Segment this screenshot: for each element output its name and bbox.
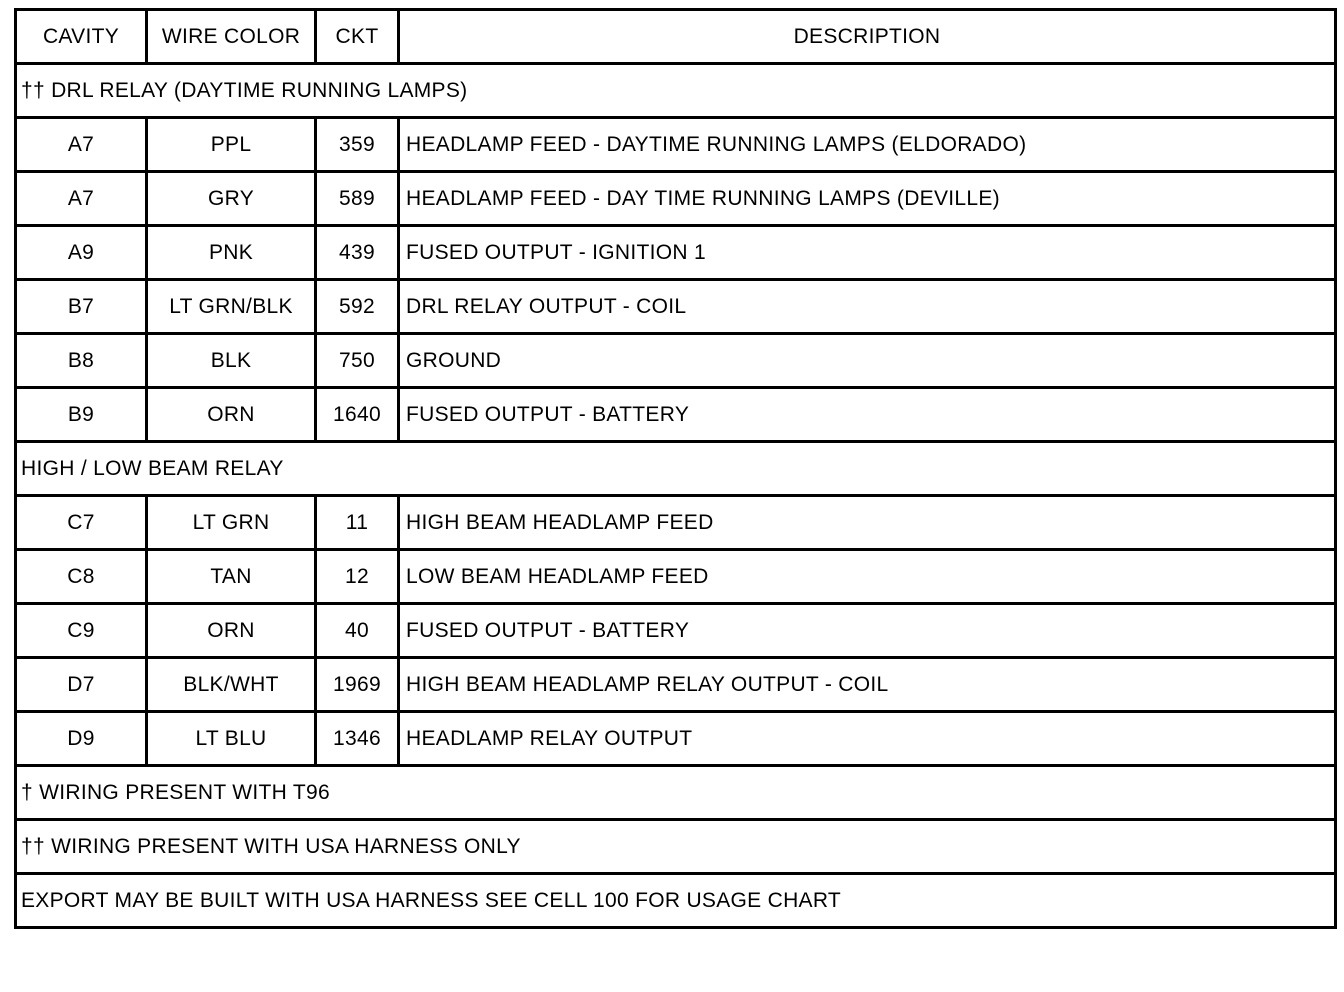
table-row <box>16 118 1336 172</box>
wire-color-cell: BLK <box>147 334 316 388</box>
wire-color-cell: LT GRN/BLK <box>147 280 316 334</box>
description-cell: LOW BEAM HEADLAMP FEED <box>399 550 1336 604</box>
cavity-cell: B9 <box>16 388 147 442</box>
connector-pinout-table <box>14 8 1337 929</box>
table-row <box>16 550 1336 604</box>
ckt-cell: 12 <box>316 550 399 604</box>
table-row <box>16 658 1336 712</box>
table-row <box>16 388 1336 442</box>
section-title: †† DRL RELAY (DAYTIME RUNNING LAMPS) <box>16 64 1336 118</box>
wire-color-cell: ORN <box>147 604 316 658</box>
description-cell: HEADLAMP RELAY OUTPUT <box>399 712 1336 766</box>
note-row <box>16 874 1336 928</box>
note-usa-harness: †† WIRING PRESENT WITH USA HARNESS ONLY <box>16 820 1336 874</box>
wire-color-cell: PNK <box>147 226 316 280</box>
cavity-cell: C9 <box>16 604 147 658</box>
ckt-cell: 1969 <box>316 658 399 712</box>
description-cell: DRL RELAY OUTPUT - COIL <box>399 280 1336 334</box>
ckt-cell: 11 <box>316 496 399 550</box>
section-row-high-low-beam-relay <box>16 442 1336 496</box>
table-row <box>16 712 1336 766</box>
header-ckt: CKT <box>316 10 399 64</box>
table-row <box>16 280 1336 334</box>
description-cell: HEADLAMP FEED - DAY TIME RUNNING LAMPS (DEVILLE) <box>399 172 1336 226</box>
note-t96: † WIRING PRESENT WITH T96 <box>16 766 1336 820</box>
wire-color-cell: BLK/WHT <box>147 658 316 712</box>
ckt-cell: 592 <box>316 280 399 334</box>
table-row <box>16 604 1336 658</box>
section-row-drl-relay <box>16 64 1336 118</box>
cavity-cell: D9 <box>16 712 147 766</box>
note-row <box>16 766 1336 820</box>
header-row <box>16 10 1336 64</box>
wire-color-cell: LT BLU <box>147 712 316 766</box>
description-cell: FUSED OUTPUT - IGNITION 1 <box>399 226 1336 280</box>
cavity-cell: C7 <box>16 496 147 550</box>
cavity-cell: A9 <box>16 226 147 280</box>
ckt-cell: 439 <box>316 226 399 280</box>
header-cavity: CAVITY <box>16 10 147 64</box>
wire-color-cell: PPL <box>147 118 316 172</box>
description-cell: FUSED OUTPUT - BATTERY <box>399 388 1336 442</box>
ckt-cell: 750 <box>316 334 399 388</box>
ckt-cell: 589 <box>316 172 399 226</box>
description-cell: GROUND <box>399 334 1336 388</box>
table-row <box>16 334 1336 388</box>
description-cell: HEADLAMP FEED - DAYTIME RUNNING LAMPS (ELDORADO) <box>399 118 1336 172</box>
description-cell: HIGH BEAM HEADLAMP FEED <box>399 496 1336 550</box>
note-export: EXPORT MAY BE BUILT WITH USA HARNESS SEE CELL 100 FOR USAGE CHART <box>16 874 1336 928</box>
wire-color-cell: ORN <box>147 388 316 442</box>
ckt-cell: 359 <box>316 118 399 172</box>
cavity-cell: C8 <box>16 550 147 604</box>
table-row <box>16 496 1336 550</box>
wire-color-cell: LT GRN <box>147 496 316 550</box>
ckt-cell: 1640 <box>316 388 399 442</box>
description-cell: HIGH BEAM HEADLAMP RELAY OUTPUT - COIL <box>399 658 1336 712</box>
cavity-cell: B7 <box>16 280 147 334</box>
table-row <box>16 226 1336 280</box>
ckt-cell: 1346 <box>316 712 399 766</box>
header-wire-color: WIRE COLOR <box>147 10 316 64</box>
wire-color-cell: TAN <box>147 550 316 604</box>
cavity-cell: A7 <box>16 118 147 172</box>
section-title: HIGH / LOW BEAM RELAY <box>16 442 1336 496</box>
note-row <box>16 820 1336 874</box>
table-row <box>16 172 1336 226</box>
description-cell: FUSED OUTPUT - BATTERY <box>399 604 1336 658</box>
wire-color-cell: GRY <box>147 172 316 226</box>
header-description: DESCRIPTION <box>399 10 1336 64</box>
cavity-cell: D7 <box>16 658 147 712</box>
ckt-cell: 40 <box>316 604 399 658</box>
cavity-cell: B8 <box>16 334 147 388</box>
cavity-cell: A7 <box>16 172 147 226</box>
